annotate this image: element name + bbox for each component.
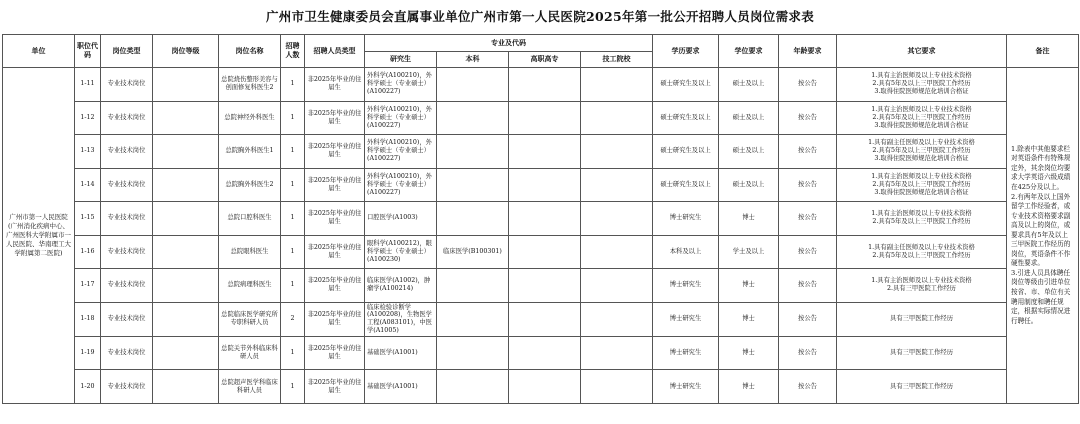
cell-post-level	[153, 101, 219, 135]
cell-post-level	[153, 235, 219, 269]
cell-degree: 博士	[719, 302, 779, 336]
cell-major-bach	[437, 168, 509, 202]
cell-major-tech	[581, 135, 653, 169]
cell-major-grad: 外科学(A100210)，外科学硕士（专业硕士）(A100227)	[365, 68, 437, 102]
requirement-line: 3.取得住院医师规范化培训合格证	[874, 188, 969, 196]
cell-degree: 硕士及以上	[719, 135, 779, 169]
cell-major-bach	[437, 135, 509, 169]
cell-category: 非2025年毕业的往届生	[305, 370, 365, 404]
requirement-line: 具有三甲医院工作经历	[890, 382, 953, 390]
cell-post-name: 总院关节外科临床科研人员	[219, 336, 281, 370]
cell-age: 按公告	[779, 336, 837, 370]
requirement-line: 2.具有5年及以上三甲医院工作经历	[872, 80, 971, 88]
cell-post-type: 专业技术岗位	[101, 269, 153, 303]
cell-count: 1	[281, 269, 305, 303]
cell-major-tech	[581, 68, 653, 102]
table-row	[3, 68, 1079, 102]
remark-line: 2.有两年及以上国外留学工作经验者，或专业技术资格要求副高及以上的岗位，或要求具有5年及以上三甲医院工作经历的岗位，英语条件不作硬性要求。	[1011, 192, 1071, 268]
requirement-line: 具有三甲医院工作经历	[890, 315, 953, 323]
cell-code: 1-15	[75, 202, 101, 236]
cell-unit: 广州市第一人民医院(广州消化疾病中心、广州医科大学附属市一人民医院、华南理工大学附属第二医院)	[3, 68, 75, 404]
header-category: 招聘人员类型	[305, 35, 365, 68]
requirement-line: 2.具有5年及以上三甲医院工作经历	[872, 218, 971, 226]
cell-post-level	[153, 269, 219, 303]
remark-line: 3.引进人员具体聘任岗位等级由引进单位按省、市、单位有关聘用制度和聘任规定，根据实际情况进行聘任。	[1011, 268, 1071, 325]
cell-major-tech	[581, 202, 653, 236]
table-row	[3, 302, 1079, 336]
cell-major-grad: 口腔医学(A1003)	[365, 202, 437, 236]
header-major-tech: 技工院校	[581, 52, 653, 68]
cell-major-voc	[509, 168, 581, 202]
table-row	[3, 370, 1079, 404]
cell-post-name: 总院胸外科医生2	[219, 168, 281, 202]
cell-major-tech	[581, 336, 653, 370]
cell-major-voc	[509, 370, 581, 404]
requirement-line: 1.具有副主任医师及以上专业技术资格	[868, 139, 975, 147]
cell-code: 1-14	[75, 168, 101, 202]
cell-age: 按公告	[779, 202, 837, 236]
cell-major-bach	[437, 336, 509, 370]
cell-major-grad: 基础医学(A1001)	[365, 370, 437, 404]
cell-post-name: 总院超声医学科临床科研人员	[219, 370, 281, 404]
cell-major-bach	[437, 302, 509, 336]
requirement-line: 1.具有副主任医师及以上专业技术资格	[868, 243, 975, 251]
cell-major-bach: 临床医学(B100301)	[437, 235, 509, 269]
requirement-line: 3.取得住院医师规范化培训合格证	[874, 155, 969, 163]
cell-major-tech	[581, 235, 653, 269]
table-row	[3, 168, 1079, 202]
cell-post-level	[153, 68, 219, 102]
table-row	[3, 202, 1079, 236]
requirement-line: 2.具有5年及以上三甲医院工作经历	[872, 147, 971, 155]
cell-edu: 硕士研究生及以上	[653, 168, 719, 202]
header-age: 年龄要求	[779, 35, 837, 68]
header-post-name: 岗位名称	[219, 35, 281, 68]
header-count: 招聘人数	[281, 35, 305, 68]
cell-category: 非2025年毕业的往届生	[305, 168, 365, 202]
cell-edu: 本科及以上	[653, 235, 719, 269]
cell-degree: 硕士及以上	[719, 168, 779, 202]
cell-other-requirements	[837, 135, 1007, 169]
table-row	[3, 235, 1079, 269]
cell-age: 按公告	[779, 302, 837, 336]
header-other: 其它要求	[837, 35, 1007, 68]
cell-major-voc	[509, 68, 581, 102]
cell-code: 1-11	[75, 68, 101, 102]
requirement-line: 1.具有主治医师及以上专业技术资格	[871, 210, 972, 218]
header-major-grad: 研究生	[365, 52, 437, 68]
cell-degree: 博士	[719, 336, 779, 370]
cell-category: 非2025年毕业的往届生	[305, 101, 365, 135]
cell-count: 1	[281, 68, 305, 102]
cell-count: 1	[281, 235, 305, 269]
remark-line: 1.除表中其他要求栏对英语条件有特殊规定外，其余岗位均要求大学英语六级成绩在425分及以上。	[1011, 144, 1071, 191]
cell-edu: 博士研究生	[653, 269, 719, 303]
table-row	[3, 269, 1079, 303]
cell-count: 2	[281, 302, 305, 336]
cell-post-type: 专业技术岗位	[101, 302, 153, 336]
table-row	[3, 336, 1079, 370]
cell-code: 1-19	[75, 336, 101, 370]
recruitment-table	[2, 34, 1079, 404]
cell-other-requirements	[837, 168, 1007, 202]
requirement-line: 1.具有主治医师及以上专业技术资格	[871, 277, 972, 285]
cell-major-tech	[581, 370, 653, 404]
cell-count: 1	[281, 202, 305, 236]
cell-category: 非2025年毕业的往届生	[305, 336, 365, 370]
requirement-line: 3.取得住院医师规范化培训合格证	[874, 121, 969, 129]
cell-post-level	[153, 168, 219, 202]
cell-post-name: 总院病理科医生	[219, 269, 281, 303]
cell-post-type: 专业技术岗位	[101, 135, 153, 169]
cell-degree: 学士及以上	[719, 235, 779, 269]
cell-category: 非2025年毕业的往届生	[305, 68, 365, 102]
requirement-line: 2.具有5年及以上三甲医院工作经历	[872, 180, 971, 188]
requirement-line: 具有三甲医院工作经历	[890, 349, 953, 357]
cell-edu: 博士研究生	[653, 336, 719, 370]
cell-other-requirements	[837, 302, 1007, 336]
header-major-group: 专业及代码	[365, 35, 653, 52]
cell-code: 1-12	[75, 101, 101, 135]
cell-post-level	[153, 302, 219, 336]
cell-age: 按公告	[779, 370, 837, 404]
cell-other-requirements	[837, 269, 1007, 303]
cell-post-name: 总院口腔科医生	[219, 202, 281, 236]
cell-major-voc	[509, 269, 581, 303]
cell-age: 按公告	[779, 235, 837, 269]
cell-major-grad: 外科学(A100210)，外科学硕士（专业硕士）(A100227)	[365, 135, 437, 169]
cell-degree: 硕士及以上	[719, 68, 779, 102]
cell-count: 1	[281, 336, 305, 370]
cell-degree: 博士	[719, 202, 779, 236]
cell-major-voc	[509, 202, 581, 236]
cell-category: 非2025年毕业的往届生	[305, 202, 365, 236]
cell-post-name: 总院眼科医生	[219, 235, 281, 269]
cell-degree: 博士	[719, 269, 779, 303]
requirement-line: 1.具有主治医师及以上专业技术资格	[871, 72, 972, 80]
cell-post-level	[153, 370, 219, 404]
cell-major-voc	[509, 235, 581, 269]
table-row	[3, 135, 1079, 169]
cell-post-name: 总院神经外科医生	[219, 101, 281, 135]
cell-post-level	[153, 202, 219, 236]
cell-major-grad: 临床医学(A1002)，肿瘤学(A100214)	[365, 269, 437, 303]
cell-code: 1-17	[75, 269, 101, 303]
cell-major-grad: 基础医学(A1001)	[365, 336, 437, 370]
cell-age: 按公告	[779, 135, 837, 169]
cell-major-tech	[581, 269, 653, 303]
cell-post-type: 专业技术岗位	[101, 168, 153, 202]
cell-edu: 博士研究生	[653, 202, 719, 236]
cell-degree: 博士	[719, 370, 779, 404]
cell-age: 按公告	[779, 168, 837, 202]
cell-major-bach	[437, 101, 509, 135]
cell-category: 非2025年毕业的往届生	[305, 135, 365, 169]
cell-major-bach	[437, 202, 509, 236]
cell-major-grad: 眼科学(A100212)，眼科学硕士（专业硕士）(A100230)	[365, 235, 437, 269]
cell-edu: 硕士研究生及以上	[653, 68, 719, 102]
cell-edu: 硕士研究生及以上	[653, 101, 719, 135]
cell-post-level	[153, 135, 219, 169]
cell-major-bach	[437, 68, 509, 102]
cell-count: 1	[281, 135, 305, 169]
cell-post-name: 总院烧伤整形美容与创面修复科医生2	[219, 68, 281, 102]
requirement-line: 2.具有5年及以上三甲医院工作经历	[872, 113, 971, 121]
header-unit: 单位	[3, 35, 75, 68]
cell-post-name: 总院胸外科医生1	[219, 135, 281, 169]
cell-major-tech	[581, 168, 653, 202]
header-edu: 学历要求	[653, 35, 719, 68]
cell-post-level	[153, 336, 219, 370]
cell-post-type: 专业技术岗位	[101, 235, 153, 269]
header-remark: 备注	[1007, 35, 1079, 68]
cell-major-voc	[509, 101, 581, 135]
header-major-bach: 本科	[437, 52, 509, 68]
cell-major-tech	[581, 101, 653, 135]
cell-degree: 硕士及以上	[719, 101, 779, 135]
header-degree: 学位要求	[719, 35, 779, 68]
cell-post-type: 专业技术岗位	[101, 68, 153, 102]
cell-age: 按公告	[779, 101, 837, 135]
cell-other-requirements	[837, 101, 1007, 135]
cell-other-requirements	[837, 370, 1007, 404]
cell-edu: 硕士研究生及以上	[653, 135, 719, 169]
cell-major-voc	[509, 135, 581, 169]
cell-code: 1-18	[75, 302, 101, 336]
header-code: 职位代码	[75, 35, 101, 68]
cell-age: 按公告	[779, 68, 837, 102]
cell-category: 非2025年毕业的往届生	[305, 235, 365, 269]
cell-major-grad: 外科学(A100210)，外科学硕士（专业硕士）(A100227)	[365, 101, 437, 135]
cell-age: 按公告	[779, 269, 837, 303]
cell-major-bach	[437, 370, 509, 404]
cell-code: 1-13	[75, 135, 101, 169]
cell-major-bach	[437, 269, 509, 303]
page-title: 广州市卫生健康委员会直属事业单位广州市第一人民医院2025年第一批公开招聘人员岗位需求表	[266, 9, 814, 24]
cell-code: 1-20	[75, 370, 101, 404]
cell-post-name: 总院临床医学研究所专职科研人员	[219, 302, 281, 336]
cell-code: 1-16	[75, 235, 101, 269]
cell-other-requirements	[837, 235, 1007, 269]
header-post-level: 岗位等级	[153, 35, 219, 68]
cell-count: 1	[281, 370, 305, 404]
cell-major-tech	[581, 302, 653, 336]
header-major-voc: 高职高专	[509, 52, 581, 68]
cell-edu: 博士研究生	[653, 302, 719, 336]
cell-post-type: 专业技术岗位	[101, 202, 153, 236]
cell-category: 非2025年毕业的往届生	[305, 302, 365, 336]
requirement-line: 2.具有三甲医院工作经历	[887, 285, 956, 293]
cell-major-grad: 临床检验诊断学(A100208)，生物医学工程(A083101)，中医学(A1005)	[365, 302, 437, 336]
cell-post-type: 专业技术岗位	[101, 370, 153, 404]
cell-major-grad: 外科学(A100210)，外科学硕士（专业硕士）(A100227)	[365, 168, 437, 202]
cell-major-voc	[509, 336, 581, 370]
cell-post-type: 专业技术岗位	[101, 336, 153, 370]
cell-post-type: 专业技术岗位	[101, 101, 153, 135]
requirement-line: 2.具有5年及以上三甲医院工作经历	[872, 251, 971, 259]
requirement-line: 1.具有主治医师及以上专业技术资格	[871, 172, 972, 180]
requirement-line: 3.取得住院医师规范化培训合格证	[874, 88, 969, 96]
header-post-type: 岗位类型	[101, 35, 153, 68]
cell-other-requirements	[837, 202, 1007, 236]
cell-count: 1	[281, 101, 305, 135]
cell-edu: 博士研究生	[653, 370, 719, 404]
cell-other-requirements	[837, 336, 1007, 370]
cell-count: 1	[281, 168, 305, 202]
cell-category: 非2025年毕业的往届生	[305, 269, 365, 303]
cell-other-requirements	[837, 68, 1007, 102]
cell-remarks	[1007, 68, 1079, 404]
cell-major-voc	[509, 302, 581, 336]
table-row	[3, 101, 1079, 135]
requirement-line: 1.具有主治医师及以上专业技术资格	[871, 105, 972, 113]
